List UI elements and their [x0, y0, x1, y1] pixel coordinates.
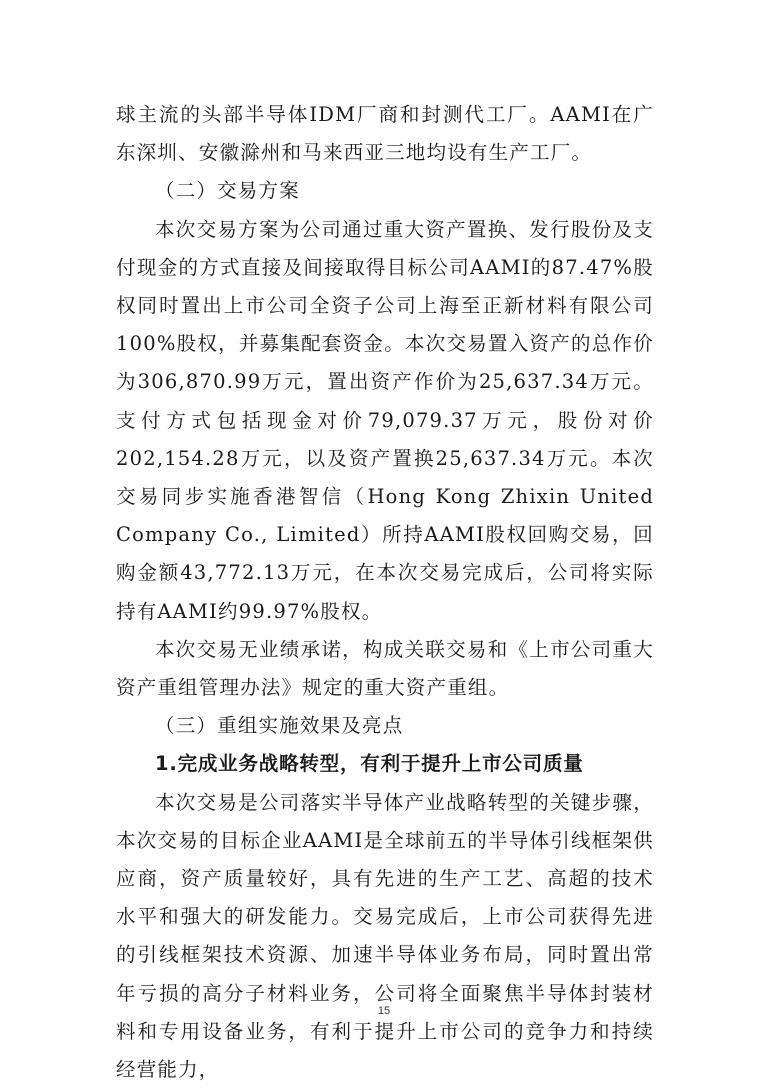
page-number: 15	[377, 1005, 391, 1017]
body-text	[116, 96, 654, 1089]
paragraph-strategic-transformation: 本次交易是公司落实半导体产业战略转型的关键步骤，本次交易的目标企业AAMI是全球前五的半导体引线框架供应商，资产质量较好，具有先进的生产工艺、高超的技术水平和强大的研发能力。交易完成后，上市公司获得先进的引线框架技术资源、加速半导体业务布局，同时置出常年亏损的高分子材料业务，公司将全面聚焦半导体封装材料和专用设备业务，有利于提升上市公司的竞争力和持续经营能力，	[116, 790, 654, 1082]
paragraph-intro: 球主流的头部半导体IDM厂商和封测代工厂。AAMI在广东深圳、安徽滁州和马来西亚三地均设有生产工厂。	[116, 103, 654, 165]
section-heading-3: （三）重组实施效果及亮点	[155, 714, 404, 738]
paragraph-transaction-plan: 本次交易方案为公司通过重大资产置换、发行股份及支付现金的方式直接及间接取得目标公司AAMI的87.47%股权同时置出上市公司全资子公司上海至正新材料有限公司100%股权，并募集配套资金。本次交易置入资产的总作价为306,870.99万元，置出资产作价为25,637.34万元。支付方式包括现金对价79,079.37万元，股份对价202,154.28万元，以及资产置换25,637.34万元。本次交易同步实施香港智信（Hong Kong Zhixin United Company Co., Limited）所持AAMI股权回购交易，回购金额43,772.13万元，在本次交易完成后，公司将实际持有AAMI约99.97%股权。	[116, 217, 654, 623]
subsection-heading-1: 1.完成业务战略转型，有利于提升上市公司质量	[155, 752, 584, 776]
section-heading-2: （二）交易方案	[155, 179, 300, 203]
paragraph-no-performance-commitment: 本次交易无业绩承诺，构成关联交易和《上市公司重大资产重组管理办法》规定的重大资产重组。	[116, 637, 654, 700]
